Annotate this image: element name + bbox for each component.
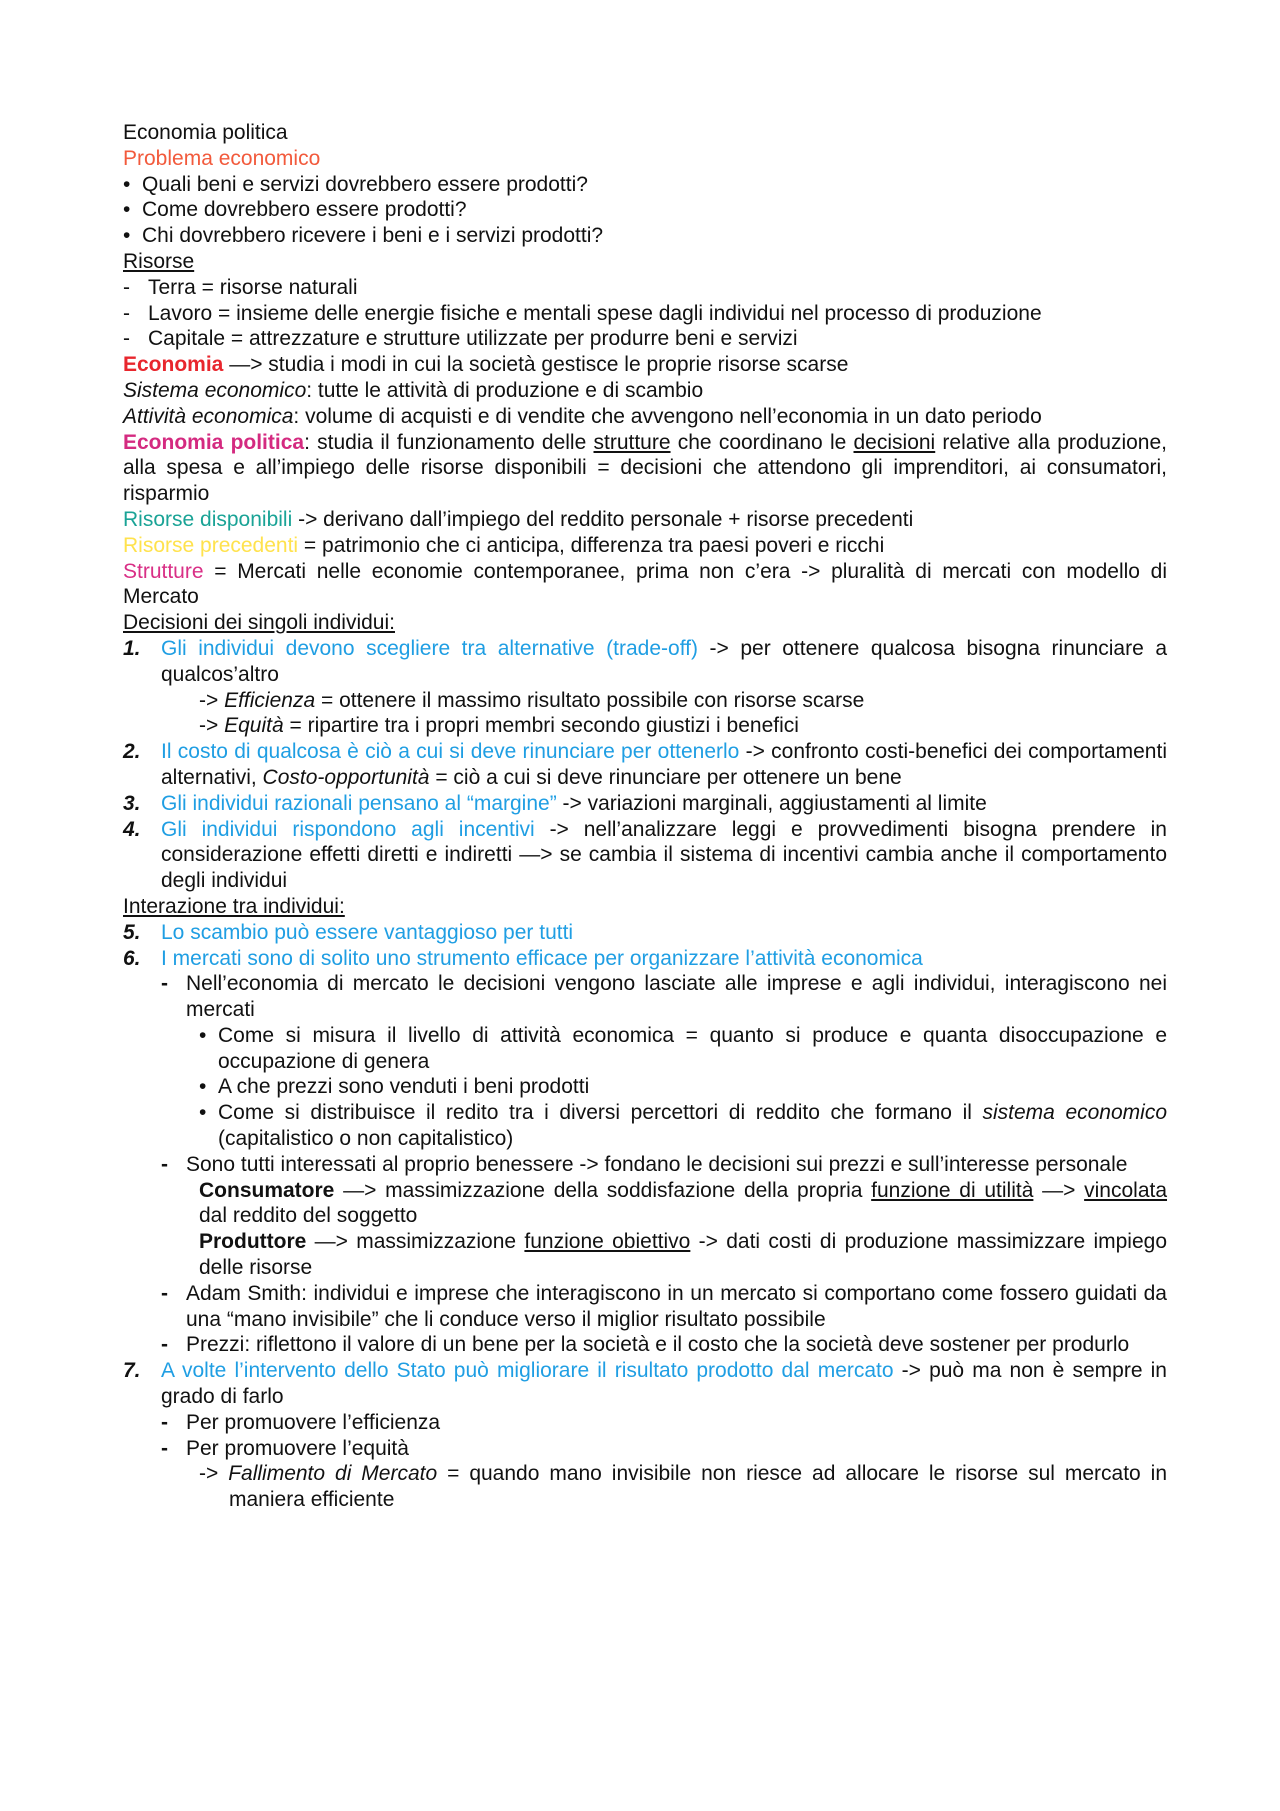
definition-economia-politica: Economia politica: studia il funzionamento delle strutture che coordinano le decisioni relative alla produzione, alla spesa e all’impiego delle risorse disponibili = decisioni che attendono gli imprenditori, ai consumatori, risparmio (123, 430, 1167, 506)
list-item: - Lavoro = insieme delle energie fisiche e mentali spese dagli individui nel processo di produzione (123, 301, 1042, 325)
section-heading-risorse: Risorse (123, 249, 195, 273)
list-item: - Nell’economia di mercato le decisioni vengono lasciate alle imprese e agli individui, interagiscono nei mercati (161, 972, 1167, 1022)
numbered-item: 7. A volte l’intervento dello Stato può migliorare il risultato prodotto dal mercato -> può ma non è sempre in grado di farlo (123, 1359, 1167, 1409)
dash-icon: - (161, 972, 168, 996)
sub-point: -> Efficienza = ottenere il massimo risultato possibile con risorse scarse (199, 688, 865, 712)
numbered-item: 5. Lo scambio può essere vantaggioso per tutti (123, 920, 574, 944)
item-number: 2. (123, 740, 141, 764)
definition-risorse-disponibili: Risorse disponibili -> derivano dall’impiego del reddito personale + risorse precedenti (123, 507, 914, 531)
item-number: 7. (123, 1359, 141, 1383)
item-number: 4. (123, 817, 141, 841)
list-item: • Come dovrebbero essere prodotti? (123, 198, 467, 222)
list-item: - Capitale = attrezzature e strutture utilizzate per produrre beni e servizi (123, 327, 798, 351)
doc-title: Economia politica (123, 121, 288, 144)
consumatore-text: Consumatore —> massimizzazione della soddisfazione della propria funzione di utilità —> vincolata dal reddito del soggetto (199, 1178, 1168, 1228)
item-number: 5. (123, 920, 141, 944)
dash-icon: - (161, 1281, 168, 1305)
notes-document (123, 120, 1167, 1513)
definition-strutture: Strutture = Mercati nelle economie contemporanee, prima non c’era -> pluralità di mercati con modello di Mercato (123, 559, 1167, 609)
definition-sistema-economico: Sistema economico: tutte le attività di produzione e di scambio (123, 378, 704, 402)
dash-icon: - (161, 1152, 168, 1176)
bullet-icon: • (123, 172, 131, 196)
list-item: • Chi dovrebbero ricevere i beni e i servizi prodotti? (123, 224, 604, 248)
definition-economia: Economia —> studia i modi in cui la società gestisce le proprie risorse scarse (123, 353, 849, 377)
list-item: - Adam Smith: individui e imprese che interagiscono in un mercato si comportano come fossero guidati da una “mano invisibile” che li conduce verso il miglior risultato possibile (161, 1281, 1167, 1331)
list-item: • Come si misura il livello di attività economica = quanto si produce e quanta disoccupazione e occupazione di genera (199, 1023, 1167, 1073)
list-item: • A che prezzi sono venduti i beni prodotti (199, 1075, 590, 1099)
list-item: - Sono tutti interessati al proprio benessere -> fondano le decisioni sui prezzi e sull’interesse personale (161, 1152, 1128, 1176)
section-heading-problema: Problema economico (123, 146, 321, 170)
numbered-item: 3. Gli individui razionali pensano al “margine” -> variazioni marginali, aggiustamenti al limite (123, 791, 987, 815)
item-number: 6. (123, 946, 141, 970)
dash-icon: - (123, 327, 130, 351)
numbered-item: 2. Il costo di qualcosa è ciò a cui si deve rinunciare per ottenerlo -> confronto costi-benefici dei comportamenti alternativi, Costo-opportunità = ciò a cui si deve rinunciare per ottenere un bene (123, 740, 1167, 789)
section-heading-decisioni: Decisioni dei singoli individui: (123, 611, 395, 635)
section-heading-interazione: Interazione tra individui: (123, 894, 345, 918)
dash-icon: - (123, 301, 130, 325)
dash-icon: - (161, 1333, 168, 1357)
definition-risorse-precedenti: Risorse precedenti = patrimonio che ci anticipa, differenza tra paesi poveri e ricchi (123, 533, 885, 557)
bullet-icon: • (199, 1023, 207, 1047)
list-item: - Per promuovere l’efficienza (161, 1410, 441, 1434)
numbered-item: 4. Gli individui rispondono agli incentivi -> nell’analizzare leggi e provvedimenti bisogna prendere in considerazione effetti diretti e indiretti —> se cambia il sistema di incentivi cambia anche il comportamento degli individui (123, 817, 1167, 893)
list-item: • Come si distribuisce il redito tra i diversi percettori di reddito che formano il sistema economico (capitalistico o non capitalistico) (199, 1101, 1167, 1151)
item-number: 3. (123, 791, 141, 815)
list-item: - Terra = risorse naturali (123, 275, 358, 299)
item-number: 1. (123, 636, 141, 660)
dash-icon: - (161, 1436, 168, 1460)
bullet-icon: • (123, 198, 131, 222)
list-item: • Quali beni e servizi dovrebbero essere prodotti? (123, 172, 588, 196)
list-item: - Per promuovere l’equità (161, 1436, 409, 1460)
bullet-icon: • (199, 1075, 207, 1099)
produttore-text: Produttore —> massimizzazione funzione obiettivo -> dati costi di produzione massimizzare impiego delle risorse (199, 1230, 1167, 1280)
dash-icon: - (123, 275, 130, 299)
definition-attivita-economica: Attività economica: volume di acquisti e di vendite che avvengono nell’economia in un dato periodo (123, 404, 1042, 428)
fallimento-mercato: -> Fallimento di Mercato = quando mano invisibile non riesce ad allocare le risorse sul mercato in maniera efficiente (199, 1462, 1167, 1512)
bullet-icon: • (123, 224, 131, 248)
bullet-icon: • (199, 1101, 207, 1125)
dash-icon: - (161, 1410, 168, 1434)
numbered-item: 6. I mercati sono di solito uno strumento efficace per organizzare l’attività economica (123, 946, 923, 970)
numbered-item: 1. Gli individui devono scegliere tra alternative (trade-off) -> per ottenere qualcosa bisogna rinunciare a qualcos’altro (123, 636, 1167, 686)
sub-point: -> Equità = ripartire tra i propri membri secondo giustizi i benefici (199, 714, 799, 738)
list-item: - Prezzi: riflettono il valore di un bene per la società e il costo che la società deve sostener per produrlo (161, 1333, 1130, 1357)
